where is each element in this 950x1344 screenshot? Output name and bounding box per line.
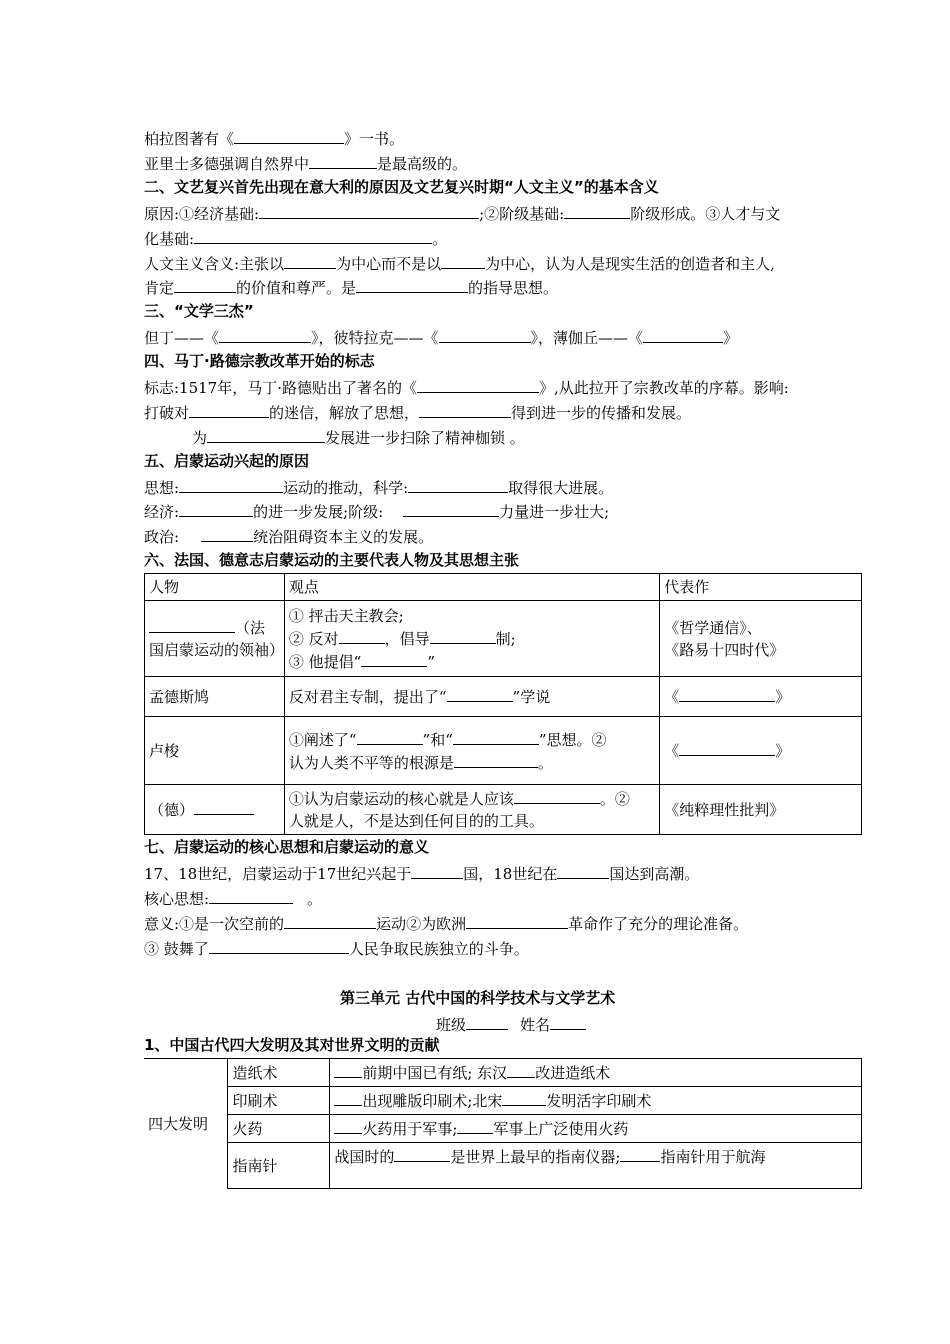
line-reasons: 原因:①经济基础: ;②阶级基础: 阶级形成。③人才与文 <box>144 202 780 224</box>
view-cell: 反对君主专制，提出了“ ”学说 <box>284 677 659 717</box>
blank[interactable] <box>679 685 775 702</box>
section-heading-7: 七、启蒙运动的核心思想和启蒙运动的意义 <box>144 838 430 856</box>
section-heading-2: 二、文艺复兴首先出现在意大利的原因及文艺复兴时期“人文主义”的基本含义 <box>144 178 659 196</box>
blank[interactable] <box>179 500 253 517</box>
blank[interactable] <box>620 1145 660 1162</box>
view-cell: ① 抨击天主教会; ② 反对 ，倡导 制; ③ 他提倡“ ” <box>284 601 659 677</box>
table-row <box>145 717 862 785</box>
blank[interactable] <box>394 1145 450 1162</box>
line-luther: 标志:1517年，马丁·路德贴出了著名的《 》,从此拉开了宗教改革的序幕。影响: <box>144 376 789 398</box>
line-meaning: 意义:①是一次空前的 运动②为欧洲 革命作了充分的理论准备。 <box>144 912 748 934</box>
line-plato: 柏拉图著有《 》一书。 <box>144 127 404 149</box>
blank[interactable] <box>234 127 344 144</box>
blank[interactable] <box>417 376 539 393</box>
line-affirm: 肯定 的价值和尊严。是 的指导思想。 <box>144 276 558 298</box>
work-cell: 《纯粹理性批判》 <box>660 785 862 835</box>
person-cell: 卢梭 <box>145 717 285 785</box>
line-humanism: 人文主义含义:主张以 为中心而不是以 为中心，认为人是现实生活的创造者和主人, <box>144 252 775 274</box>
line-meaning-3: ③ 鼓舞了 人民争取民族独立的斗争。 <box>144 937 529 959</box>
line-thought: 思想: 运动的推动，科学: 取得很大进展。 <box>144 476 613 498</box>
work-cell: 《哲学通信》、 《路易十四时代》 <box>660 601 862 677</box>
blank[interactable] <box>564 202 630 219</box>
blank[interactable] <box>339 627 385 644</box>
view-cell: ①阐述了“ ”和“ ”思想。② 认为人类不平等的根源是 。 <box>284 717 659 785</box>
blank[interactable] <box>403 500 499 517</box>
class-name-line: 班级 姓名 <box>436 1013 586 1035</box>
line-culture: 化基础: 。 <box>144 227 447 249</box>
blank[interactable] <box>207 426 325 443</box>
blank[interactable] <box>194 798 254 815</box>
blank[interactable] <box>219 326 311 343</box>
line-economy: 经济: 的进一步发展;阶级: 力量进一步壮大; <box>144 500 609 522</box>
table-row <box>144 1143 862 1189</box>
blank[interactable] <box>439 326 531 343</box>
invention-desc: 出现雕版印刷术;北宋 发明活字印刷术 <box>330 1087 862 1115</box>
blank[interactable] <box>466 912 568 929</box>
name-blank[interactable] <box>550 1013 586 1030</box>
invention-desc: 火药用于军事; 军事上广泛使用火药 <box>330 1115 862 1143</box>
table-row <box>144 1087 862 1115</box>
line-origin: 17、18世纪，启蒙运动于17世纪兴起于 国，18世纪在 国达到高潮。 <box>144 862 699 884</box>
blank[interactable] <box>309 152 377 169</box>
class-blank[interactable] <box>466 1013 508 1030</box>
line-three-masters: 但丁——《 》，彼特拉克——《 》，薄伽丘——《 》 <box>144 326 738 348</box>
group-cell: 四大发明 <box>144 1059 228 1189</box>
blank[interactable] <box>149 616 235 633</box>
header-view: 观点 <box>284 574 659 601</box>
blank[interactable] <box>457 1117 493 1134</box>
blank[interactable] <box>419 401 511 418</box>
blank[interactable] <box>334 1117 362 1134</box>
blank[interactable] <box>194 227 432 244</box>
blank[interactable] <box>411 862 463 879</box>
blank[interactable] <box>284 912 376 929</box>
section-heading-8: 1、中国古代四大发明及其对世界文明的贡献 <box>144 1036 440 1054</box>
table-row <box>144 1115 862 1143</box>
blank[interactable] <box>174 276 236 293</box>
blank[interactable] <box>201 525 253 542</box>
blank[interactable] <box>430 627 496 644</box>
header-work: 代表作 <box>660 574 862 601</box>
blank[interactable] <box>209 887 293 904</box>
table-row <box>145 677 862 717</box>
blank[interactable] <box>179 476 283 493</box>
blank[interactable] <box>507 1061 535 1078</box>
invention-name: 印刷术 <box>228 1087 330 1115</box>
blank[interactable] <box>679 739 775 756</box>
blank[interactable] <box>361 650 427 667</box>
view-cell: ①认为启蒙运动的核心就是人应该 。② 人就是人，不是达到任何目的的工具。 <box>284 785 659 835</box>
unit-title: 第三单元 古代中国的科学技术与文学艺术 <box>340 989 616 1007</box>
line-politics: 政治: 统治阻碍资本主义的发展。 <box>144 525 433 547</box>
blank[interactable] <box>284 252 336 269</box>
invention-desc: 战国时的 是世界上最早的指南仪器; 指南针用于航海 <box>330 1143 862 1189</box>
header-person: 人物 <box>145 574 285 601</box>
invention-desc: 前期中国已有纸; 东汉 改进造纸术 <box>330 1059 862 1087</box>
invention-name: 火药 <box>228 1115 330 1143</box>
blank[interactable] <box>356 276 468 293</box>
blank[interactable] <box>334 1061 362 1078</box>
blank[interactable] <box>209 937 349 954</box>
blank[interactable] <box>557 862 609 879</box>
person-cell: （法国启蒙运动的领袖） <box>145 601 285 677</box>
blank[interactable] <box>514 787 600 804</box>
person-cell: 孟德斯鸠 <box>145 677 285 717</box>
person-cell: （德） <box>145 785 285 835</box>
blank[interactable] <box>189 401 269 418</box>
blank[interactable] <box>447 685 513 702</box>
section-heading-5: 五、启蒙运动兴起的原因 <box>144 452 310 470</box>
line-impact: 打破对 的迷信，解放了思想， 得到进一步的传播和发展。 <box>144 401 691 423</box>
blank[interactable] <box>334 1089 362 1106</box>
blank[interactable] <box>643 326 723 343</box>
invention-name: 指南针 <box>228 1143 330 1189</box>
table-row <box>145 785 862 835</box>
blank[interactable] <box>454 751 538 768</box>
line-aristotle: 亚里士多德强调自然界中 是最高级的。 <box>144 152 467 174</box>
inventions-table <box>144 1058 862 1189</box>
invention-name: 造纸术 <box>228 1059 330 1087</box>
blank[interactable] <box>441 252 485 269</box>
table-row <box>144 1059 862 1087</box>
section-heading-6: 六、法国、德意志启蒙运动的主要代表人物及其思想主张 <box>144 551 520 569</box>
work-cell: 《 》 <box>660 717 862 785</box>
line-impact-2: 为 发展进一步扫除了精神枷锁 。 <box>192 426 525 448</box>
blank[interactable] <box>502 1089 546 1106</box>
blank[interactable] <box>453 728 539 745</box>
enlightenment-table <box>144 573 862 835</box>
blank[interactable] <box>357 728 423 745</box>
section-heading-3: 三、“文学三杰” <box>144 302 254 320</box>
blank[interactable] <box>259 202 479 219</box>
table-header-row <box>145 574 862 601</box>
section-heading-4: 四、马丁·路德宗教改革开始的标志 <box>144 352 375 370</box>
line-core: 核心思想: 。 <box>144 887 322 909</box>
table-row <box>145 601 862 677</box>
work-cell: 《 》 <box>660 677 862 717</box>
blank[interactable] <box>408 476 508 493</box>
